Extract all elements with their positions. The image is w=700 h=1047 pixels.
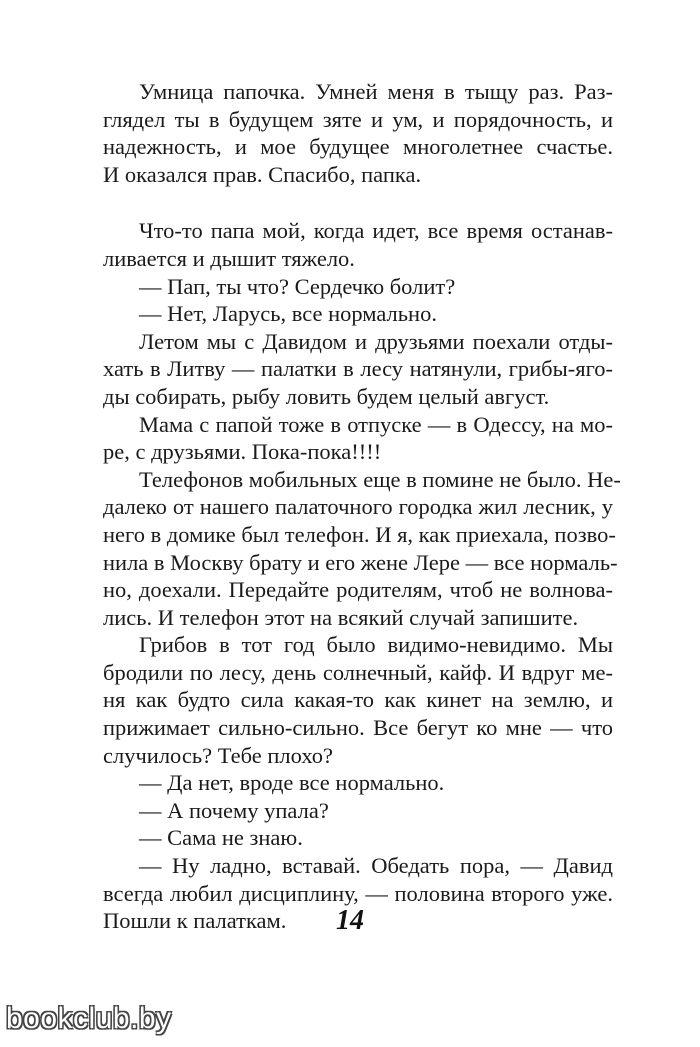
text-line: — Сама не знаю. [139,825,303,851]
paragraph [103,78,613,188]
paragraph [103,328,613,411]
paragraph [103,797,613,825]
text-line: — Да нет, вроде все нормально. [139,770,445,796]
text-line: Грибов в тот год было видимо-невидимо. Мы [139,632,613,658]
text-line: ды собирать, рыбу ловить будем целый август. [103,383,550,409]
section-break [103,188,613,217]
text-line: — А почему упала? [139,797,329,823]
text-line: Летом мы с Давидом и друзьями поехали отды- [139,328,613,354]
book-page-text [103,78,621,935]
text-line: нила в Москву брату и его жене Лере — все нормаль- [103,549,618,575]
paragraph [103,273,613,301]
text-line: бродили по лесу, день солнечный, кайф. И вдруг ме- [103,659,613,685]
text-line: надежность, и мое будущее многолетнее счастье. [103,134,613,160]
text-line: ня как будто сила какая-то как кинет на землю, и [103,687,613,713]
paragraph [103,769,613,797]
text-line: Мама с папой тоже в отпуске — в Одессу, на мо- [139,411,613,437]
text-line: прижимает сильно-сильно. Все бегут ко мне — что [103,715,613,741]
text-line: ре, с друзьями. Пока-пока!!!! [103,439,382,465]
text-line: И оказался прав. Спасибо, папка. [103,161,422,187]
text-line: всегда любил дисциплину, — половина второго уже. [103,880,613,906]
text-line: лись. И телефон этот на всякий случай запишите. [103,604,579,630]
text-line: но, доехали. Передайте родителям, чтоб не волнова- [103,577,613,603]
page-number: 14 [336,905,364,936]
paragraph [103,631,613,769]
text-line: случилось? Тебе плохо? [103,742,333,768]
paragraph [103,824,613,852]
text-line: Умница папочка. Умней меня в тыщу раз. Раз- [139,79,613,104]
text-line: хать в Литву — палатки в лесу натянули, грибы-яго- [103,356,613,382]
text-line: — Нет, Ларусь, все нормально. [139,301,437,327]
text-line: Что-то папа мой, когда идет, все время останав- [139,218,613,244]
text-line: него в домике был телефон. И я, как приехала, позво- [103,521,616,547]
watermark: bookclub.by [6,1002,172,1035]
text-line: ливается и дышит тяжело. [103,245,355,271]
text-line: далеко от нашего палаточного городка жил лесник, у [103,494,613,520]
paragraph [103,466,621,632]
paragraph [103,217,613,272]
text-line: Пошли к палаткам. [103,908,287,934]
text-line: — Пап, ты что? Сердечко болит? [139,273,456,299]
paragraph [103,411,613,466]
text-line: глядел ты в будущем зяте и ум, и порядочность, и [103,106,613,132]
text-line: — Ну ладно, вставай. Обедать пора, — Давид [139,853,613,879]
text-line: Телефонов мобильных еще в помине не было. Не- [139,466,621,492]
paragraph [103,300,613,328]
